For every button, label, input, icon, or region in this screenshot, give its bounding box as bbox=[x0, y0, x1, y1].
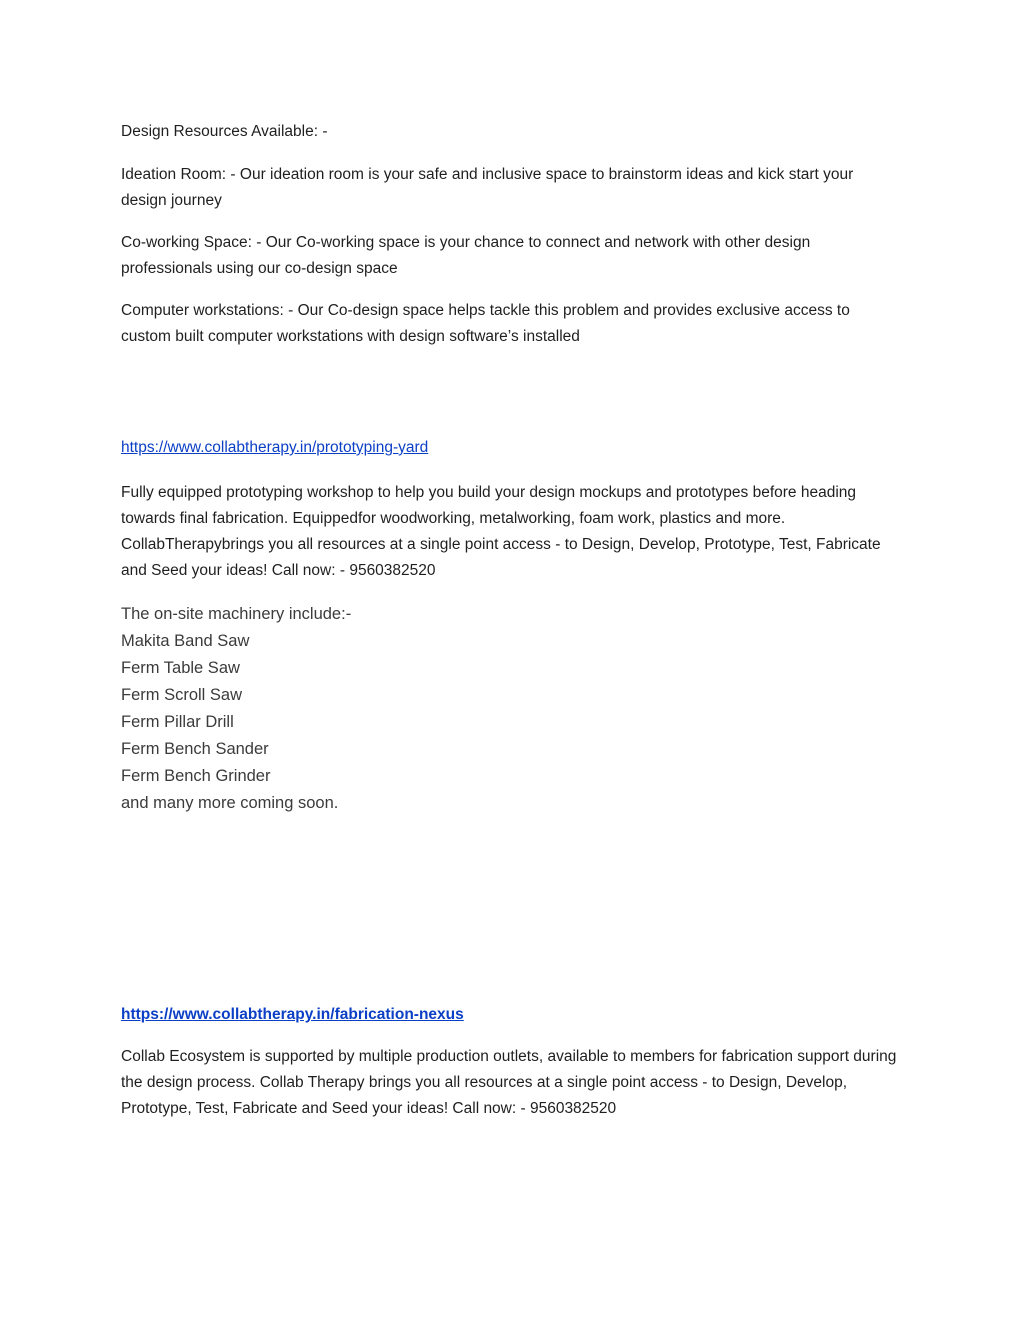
machinery-item: Ferm Table Saw bbox=[121, 659, 240, 677]
machinery-item: Ferm Pillar Drill bbox=[121, 713, 234, 731]
fabrication-nexus-link[interactable]: https://www.collabtherapy.in/fabrication-nexus bbox=[121, 1006, 464, 1023]
machinery-item: Ferm Bench Sander bbox=[121, 740, 269, 758]
design-resources-heading: Design Resources Available: - bbox=[121, 123, 328, 140]
fabrication-nexus-link-line bbox=[121, 1002, 901, 1028]
coworking-space-paragraph: Co-working Space: - Our Co-working space is your chance to connect and network with other design professionals using our co-design space bbox=[121, 234, 811, 277]
ideation-room-paragraph: Ideation Room: - Our ideation room is your safe and inclusive space to brainstorm ideas and kick start your design journey bbox=[121, 166, 854, 209]
machinery-outro: and many more coming soon. bbox=[121, 794, 339, 812]
fabrication-description: Collab Ecosystem is supported by multiple production outlets, available to members for fabrication support during the design process. Collab Therapy brings you all resources at a single point access - to Design, Develop, Prototype, Test, Fabricate and Seed your ideas! Call now: - 9560382520 bbox=[121, 1048, 897, 1117]
prototyping-description: Fully equipped prototyping workshop to help you build your design mockups and prototypes before heading towards final fabrication. Equippedfor woodworking, metalworking, foam work, plastics and more. CollabTherapybrings you all resources at a single point access - to Design, Develop, Prototype, Test, Fabricate and Seed your ideas! Call now: - 9560382520 bbox=[121, 484, 881, 579]
machinery-item: Ferm Bench Grinder bbox=[121, 767, 271, 785]
prototyping-yard-link-line bbox=[121, 435, 901, 461]
machinery-item: Ferm Scroll Saw bbox=[121, 686, 243, 704]
computer-workstations-paragraph: Computer workstations: - Our Co-design space helps tackle this problem and provides exclusive access to custom built computer workstations with design software’s installed bbox=[121, 302, 850, 345]
machinery-intro: The on-site machinery include:- bbox=[121, 605, 352, 623]
prototyping-yard-link[interactable]: https://www.collabtherapy.in/prototyping-yard bbox=[121, 439, 429, 456]
machinery-item: Makita Band Saw bbox=[121, 632, 250, 650]
machinery-list bbox=[121, 601, 621, 817]
